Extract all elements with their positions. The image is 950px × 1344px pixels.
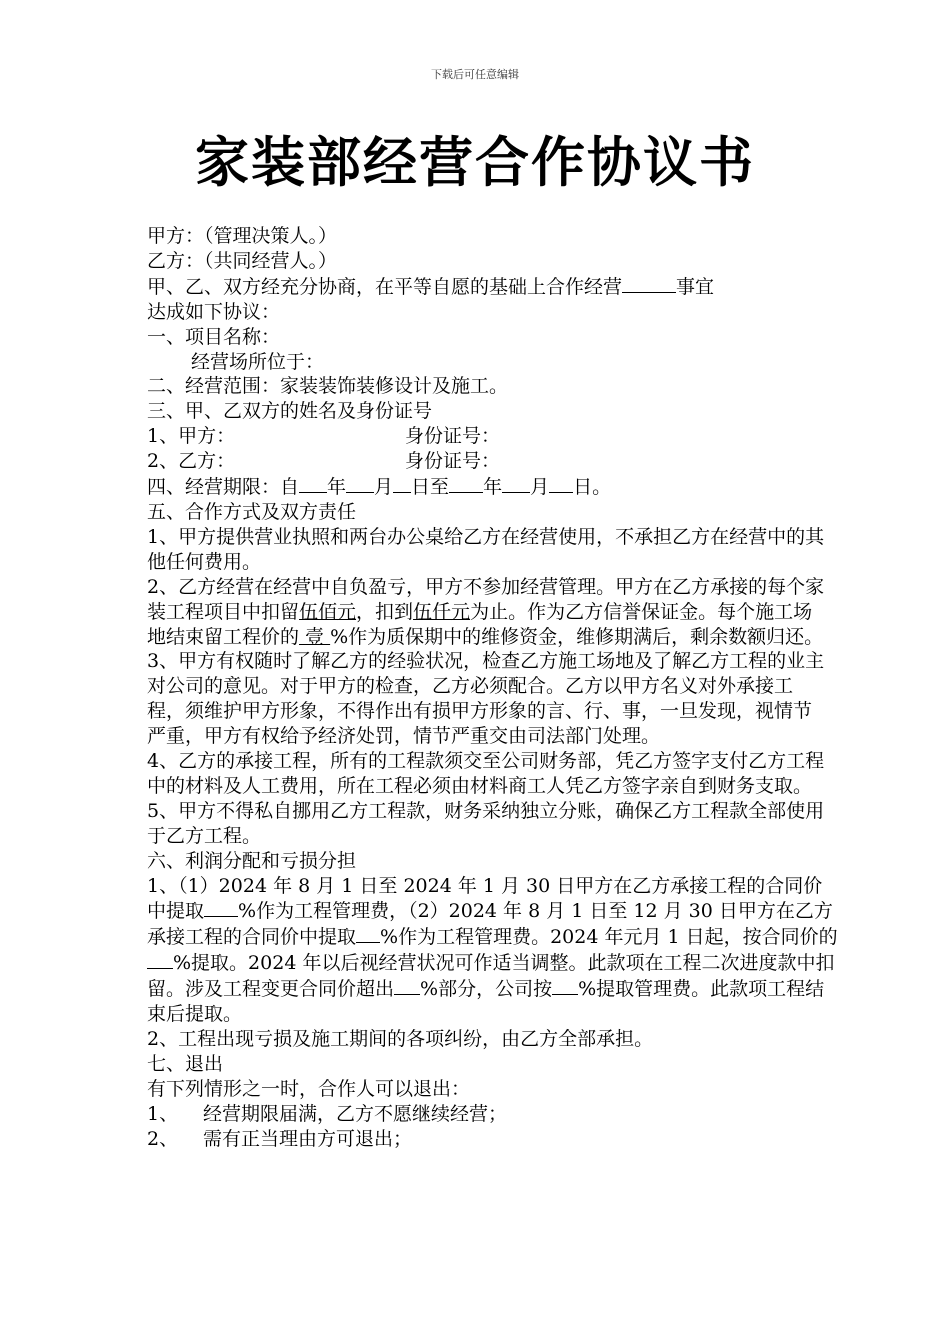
day-to-word: 日至 [411,476,450,499]
term-label: 四、经营期限：自 [147,476,300,499]
clause-5-4: 4、乙方的承接工程，所有的工程款须交至公司财务部，凭乙方签字支付乙方工程中的材料及人工费用，所在工程必须由材料商工人凭乙方签字亲自到财务支取。 [147,750,825,797]
clause-6-1-text-e: %部分，公司按 [420,978,553,1001]
year-word: 年 [327,476,347,499]
clause-6-1-text-c: %作为工程管理费。2024 年元月 1 日起，按合同价的 [380,926,838,949]
day-end-word: 日。 [573,476,612,499]
intro-paragraph [147,274,827,325]
party-b-line: 乙方：（共同经营人。） [147,249,338,272]
fee-blank-5 [552,976,578,995]
clause-6-2: 2、工程出现亏损及施工期间的各项纠纷，由乙方全部承担。 [147,1028,654,1050]
section-6-heading: 六、利润分配和亏损分担 [147,849,357,872]
exit-intro: 有下列情形之一时，合作人可以退出： [147,1077,471,1100]
start-year-blank [299,474,327,493]
document-title: 家装部经营合作协议书 [195,131,755,194]
document-body [147,224,838,1152]
party-b-id-line [147,449,827,474]
section-1-heading: 一、项目名称： [147,325,281,348]
section-2-heading: 二、经营范围：家装装饰装修设计及施工。 [147,375,509,398]
deposit-cap: 伍仟元 [413,600,471,623]
intro-text: 甲、乙、双方经充分协商，在平等自愿的基础上合作经营 [147,275,623,298]
exit-item-1-number: 1、 [147,1102,179,1125]
venue-line: 经营场所位于： [191,350,325,373]
section-5-heading: 五、合作方式及双方责任 [147,500,357,523]
clause-6-1 [147,874,841,1027]
fee-blank-3 [147,950,173,969]
end-year-blank [449,474,483,493]
party-a-line: 甲方：（管理决策人。） [147,225,338,247]
section-3-heading: 三、甲、乙双方的姓名及身份证号 [147,400,433,423]
exit-item-1 [147,1102,827,1127]
exit-item-1-text: 经营期限届满，乙方不愿继续经营； [203,1102,508,1125]
start-month-blank [346,474,374,493]
intro-text-3: 达成如下协议： [147,300,281,323]
exit-item-2-number: 2、 [147,1127,179,1150]
party-a-id-line [147,424,827,449]
fee-blank-2 [356,924,380,943]
clause-5-2-text-g: %作为质保期中的维修资金，维修期满后，剩余数额归还。 [330,625,824,648]
end-month-blank [502,474,530,493]
clause-5-2-text-a: 2、乙方经营在经营中自负盈亏，甲方不参加经营管理。甲方在乙方承接的每个家装工程项目中扣留 [147,575,825,623]
section-4-term [147,474,827,500]
business-blank [622,274,676,293]
clause-5-3: 3、甲方有权随时了解乙方的经验状况，检查乙方施工场地及了解乙方工程的业主对公司的意见。对于甲方的检查，乙方必须配合。乙方以甲方名义对外承接工程，须维护甲方形象，不得作出有损甲方形象的言、行、事，一旦发现，视情节严重，甲方有权给予经济处罚，情节严重交由司法部门处理。 [147,650,825,748]
clause-5-2-text-c: ，扣到 [356,600,414,623]
clause-6-1-text-a: 1、（1）2024 年 8 月 1 日至 2024 年 1 月 30 日甲方在乙方承接工程的合同价中提取 [147,874,823,923]
party-b-id-label: 身份证号： [405,450,501,473]
party-a-label: 1、甲方： [147,425,236,448]
start-day-blank [393,474,411,493]
month-word-2: 月 [530,476,550,499]
clause-5-5: 5、甲方不得私自挪用乙方工程款，财务采纳独立分账，确保乙方工程款全部使用于乙方工程。 [147,799,825,847]
exit-item-2 [147,1127,827,1152]
year-word-2: 年 [483,476,503,499]
clause-6-1-text-b: %作为工程管理费，（2）2024 年 8 月 1 日至 12 月 30 日甲方在乙方承接工程的合同价中提取 [147,900,833,949]
party-a-id-label: 身份证号： [405,425,501,448]
fee-blank-4 [394,976,420,995]
clause-5-2 [147,575,827,650]
exit-item-2-text: 需有正当理由方可退出； [203,1127,413,1150]
header-note: 下载后可任意编辑 [431,68,519,81]
fee-blank-1 [204,898,238,917]
month-word: 月 [374,476,394,499]
warranty-percent: 壹 [299,625,331,648]
intro-text-2: 事宜 [676,275,715,298]
end-day-blank [549,474,573,493]
clause-6-1-text-f: %提取管理费。此款项工程结束后提取。 [147,978,825,1026]
clause-5-2-text-e: 为止。作为乙方信誉保证金。每个施工场地结束留工程价的 [147,600,813,648]
clause-6-1-text-d: %提取。2024 年以后视经营状况可作适当调整。此款项在工程二次进度款中扣留。涉及工程变更合同价超出 [147,952,835,1001]
deposit-amount: 伍佰元 [299,600,357,623]
clause-5-1: 1、甲方提供营业执照和两台办公桌给乙方在经营使用，不承担乙方在经营中的其他任何费用。 [147,525,825,573]
section-7-heading: 七、退出 [147,1052,224,1075]
party-b-label: 2、乙方： [147,450,236,473]
